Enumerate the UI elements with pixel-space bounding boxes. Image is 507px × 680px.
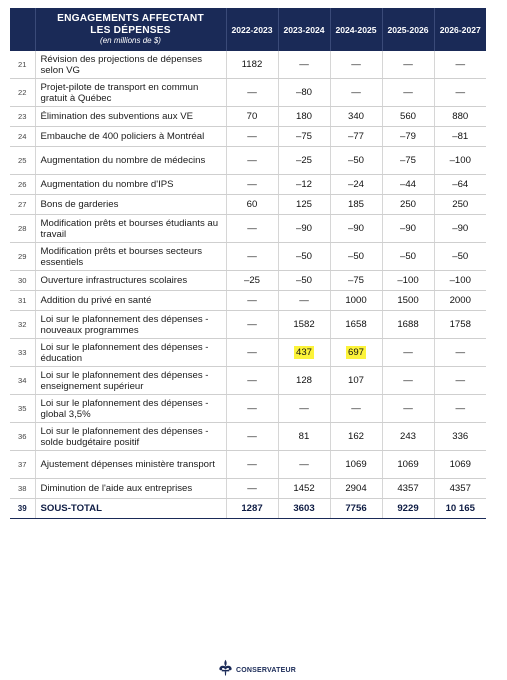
row-label: Ouverture infrastructures scolaires: [35, 271, 226, 291]
row-label: Loi sur le plafonnement des dépenses - solde budgétaire positif: [35, 423, 226, 451]
value-cell: 2000: [434, 291, 486, 311]
value-cell: –75: [382, 147, 434, 175]
row-number: 26: [10, 175, 35, 195]
value-cell: —: [434, 339, 486, 367]
value-cell: –25: [278, 147, 330, 175]
row-number: 28: [10, 215, 35, 243]
value-cell: 560: [382, 107, 434, 127]
value-cell: –75: [278, 127, 330, 147]
value-cell: —: [382, 339, 434, 367]
value-cell: –50: [278, 271, 330, 291]
value-cell: –77: [330, 127, 382, 147]
value-cell: 162: [330, 423, 382, 451]
table-row: [10, 127, 486, 147]
header-year: 2025-2026: [382, 8, 434, 51]
header-subtitle: (en millions de $): [100, 36, 161, 45]
table-row: [10, 395, 486, 423]
value-cell: [330, 339, 382, 367]
value-cell: 1582: [278, 311, 330, 339]
header-year: 2022-2023: [226, 8, 278, 51]
row-number: 39: [10, 499, 35, 519]
table-row: [10, 339, 486, 367]
row-number: 23: [10, 107, 35, 127]
value-cell: —: [278, 291, 330, 311]
header-title-line2: LES DÉPENSES: [90, 24, 171, 36]
row-label: Modification prêts et bourses étudiants au travail: [35, 215, 226, 243]
subtotal-row: [10, 499, 486, 519]
value-cell: 180: [278, 107, 330, 127]
value-cell: 1069: [382, 451, 434, 479]
value-cell: –81: [434, 127, 486, 147]
subtotal-label: SOUS-TOTAL: [35, 499, 226, 519]
value-cell: 4357: [434, 479, 486, 499]
value-cell: —: [278, 451, 330, 479]
table-row: [10, 51, 486, 79]
subtotal-value: 1287: [226, 499, 278, 519]
spending-commitments-table: [10, 8, 486, 519]
value-cell: 1000: [330, 291, 382, 311]
row-number: 33: [10, 339, 35, 367]
header-year: 2023-2024: [278, 8, 330, 51]
value-cell: 1688: [382, 311, 434, 339]
row-label: Loi sur le plafonnement des dépenses - global 3,5%: [35, 395, 226, 423]
value-cell: –90: [278, 215, 330, 243]
value-cell: –100: [382, 271, 434, 291]
row-label: Augmentation du nombre de médecins: [35, 147, 226, 175]
value-cell: —: [382, 51, 434, 79]
table-row: [10, 451, 486, 479]
table-row: [10, 367, 486, 395]
row-label: Révision des projections de dépenses selon VG: [35, 51, 226, 79]
value-cell: –100: [434, 271, 486, 291]
table-row: [10, 243, 486, 271]
value-cell: 880: [434, 107, 486, 127]
value-cell: —: [330, 79, 382, 107]
row-label: Projet-pilote de transport en commun gratuit à Québec: [35, 79, 226, 107]
table-row: [10, 195, 486, 215]
value-cell: 1069: [330, 451, 382, 479]
value-cell: –50: [278, 243, 330, 271]
value-cell: –90: [330, 215, 382, 243]
value-cell: —: [434, 367, 486, 395]
value-cell: –80: [278, 79, 330, 107]
row-number: 38: [10, 479, 35, 499]
value-cell: 1069: [434, 451, 486, 479]
row-number: 27: [10, 195, 35, 215]
row-label: Loi sur le plafonnement des dépenses - enseignement supérieur: [35, 367, 226, 395]
row-number: 31: [10, 291, 35, 311]
table-row: [10, 215, 486, 243]
value-cell: 125: [278, 195, 330, 215]
value-cell: —: [226, 395, 278, 423]
value-cell: 336: [434, 423, 486, 451]
row-number: 21: [10, 51, 35, 79]
table-row: [10, 175, 486, 195]
value-cell: —: [226, 291, 278, 311]
value-cell: –79: [382, 127, 434, 147]
value-cell: 243: [382, 423, 434, 451]
party-logo: [218, 658, 296, 678]
value-cell: 107: [330, 367, 382, 395]
header-year: 2024-2025: [330, 8, 382, 51]
table-row: [10, 271, 486, 291]
value-cell: –50: [330, 147, 382, 175]
value-cell: 250: [434, 195, 486, 215]
row-label: Modification prêts et bourses secteurs essentiels: [35, 243, 226, 271]
row-label: Addition du privé en santé: [35, 291, 226, 311]
row-number: 24: [10, 127, 35, 147]
value-cell: 340: [330, 107, 382, 127]
value-cell: —: [226, 147, 278, 175]
table-row: [10, 479, 486, 499]
value-cell: –25: [226, 271, 278, 291]
value-cell: —: [330, 395, 382, 423]
value-cell: –12: [278, 175, 330, 195]
highlighted-value: 697: [347, 347, 364, 358]
subtotal-value: 3603: [278, 499, 330, 519]
row-number: 35: [10, 395, 35, 423]
highlighted-value: 437: [295, 347, 312, 358]
table-body: [10, 51, 486, 519]
value-cell: 1758: [434, 311, 486, 339]
value-cell: 250: [382, 195, 434, 215]
logo-text: CONSERVATEUR: [236, 666, 296, 674]
subtotal-value: 7756: [330, 499, 382, 519]
subtotal-value: 9229: [382, 499, 434, 519]
value-cell: 1500: [382, 291, 434, 311]
value-cell: —: [226, 79, 278, 107]
row-label: Augmentation du nombre d'IPS: [35, 175, 226, 195]
row-label: Diminution de l'aide aux entreprises: [35, 479, 226, 499]
row-label: Ajustement dépenses ministère transport: [35, 451, 226, 479]
header-title-line1: ENGAGEMENTS AFFECTANT: [57, 13, 204, 24]
value-cell: —: [382, 395, 434, 423]
value-cell: 81: [278, 423, 330, 451]
value-cell: –50: [382, 243, 434, 271]
value-cell: –75: [330, 271, 382, 291]
value-cell: —: [226, 339, 278, 367]
value-cell: —: [382, 367, 434, 395]
table-row: [10, 147, 486, 175]
value-cell: —: [278, 395, 330, 423]
table-row: [10, 291, 486, 311]
row-number: 29: [10, 243, 35, 271]
table-row: [10, 107, 486, 127]
value-cell: —: [434, 51, 486, 79]
value-cell: —: [226, 243, 278, 271]
value-cell: 4357: [382, 479, 434, 499]
row-label: Bons de garderies: [35, 195, 226, 215]
value-cell: –50: [330, 243, 382, 271]
table-row: [10, 311, 486, 339]
row-number: 30: [10, 271, 35, 291]
row-number: 32: [10, 311, 35, 339]
value-cell: —: [226, 451, 278, 479]
value-cell: —: [278, 51, 330, 79]
table-row: [10, 423, 486, 451]
value-cell: 185: [330, 195, 382, 215]
value-cell: –64: [434, 175, 486, 195]
row-number: 36: [10, 423, 35, 451]
value-cell: 1452: [278, 479, 330, 499]
table-header-row: [10, 8, 486, 51]
value-cell: 70: [226, 107, 278, 127]
value-cell: —: [226, 127, 278, 147]
row-label: Loi sur le plafonnement des dépenses - nouveaux programmes: [35, 311, 226, 339]
value-cell: –44: [382, 175, 434, 195]
row-number: 22: [10, 79, 35, 107]
value-cell: –24: [330, 175, 382, 195]
row-number: 34: [10, 367, 35, 395]
value-cell: –100: [434, 147, 486, 175]
value-cell: 2904: [330, 479, 382, 499]
value-cell: 1182: [226, 51, 278, 79]
value-cell: —: [226, 479, 278, 499]
value-cell: 1658: [330, 311, 382, 339]
value-cell: –50: [434, 243, 486, 271]
value-cell: —: [226, 367, 278, 395]
value-cell: —: [434, 79, 486, 107]
fleur-de-lis-icon: [218, 659, 233, 677]
row-number: 25: [10, 147, 35, 175]
value-cell: —: [226, 423, 278, 451]
value-cell: —: [226, 175, 278, 195]
value-cell: –90: [382, 215, 434, 243]
value-cell: 128: [278, 367, 330, 395]
row-label: Élimination des subventions aux VE: [35, 107, 226, 127]
value-cell: —: [226, 215, 278, 243]
value-cell: —: [382, 79, 434, 107]
header-num-cell: [10, 8, 35, 51]
header-year: 2026-2027: [434, 8, 486, 51]
header-title-cell: [35, 8, 226, 51]
value-cell: –90: [434, 215, 486, 243]
value-cell: 60: [226, 195, 278, 215]
table-row: [10, 79, 486, 107]
subtotal-value: 10 165: [434, 499, 486, 519]
row-number: 37: [10, 451, 35, 479]
row-label: Embauche de 400 policiers à Montréal: [35, 127, 226, 147]
value-cell: —: [226, 311, 278, 339]
value-cell: —: [330, 51, 382, 79]
value-cell: [278, 339, 330, 367]
row-label: Loi sur le plafonnement des dépenses - éducation: [35, 339, 226, 367]
value-cell: —: [434, 395, 486, 423]
